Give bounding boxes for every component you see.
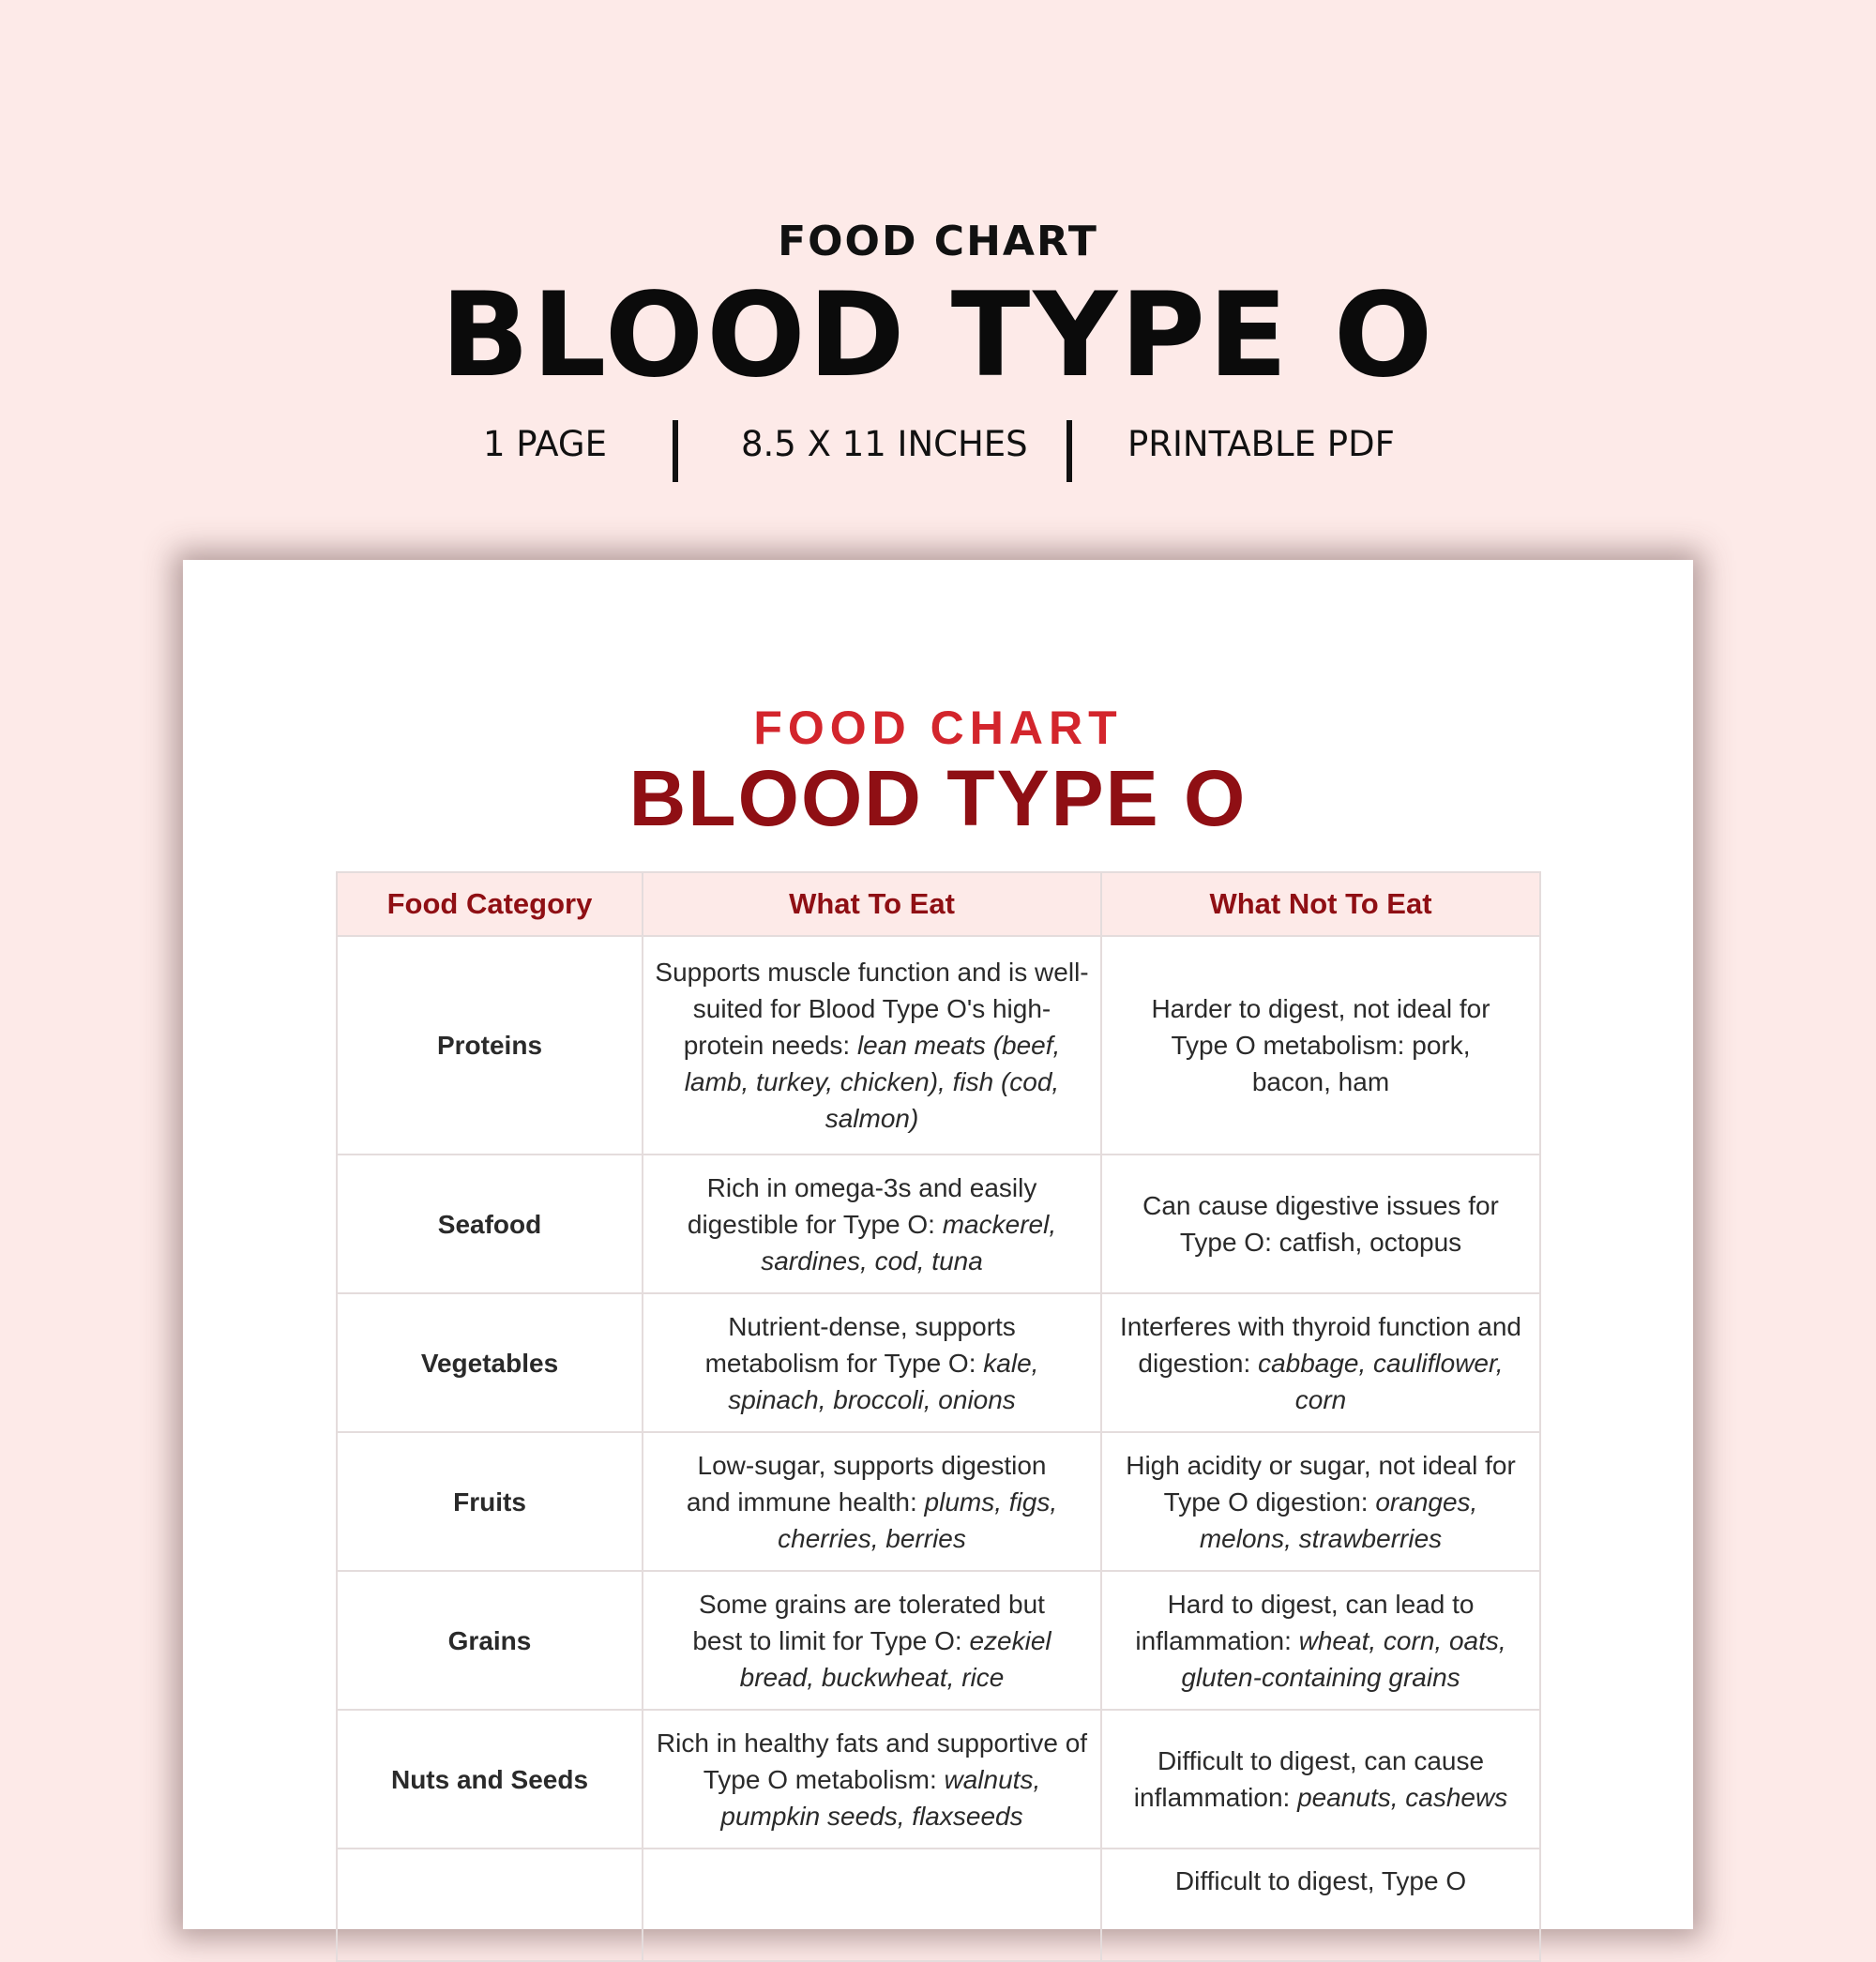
eat-text: Some grains are tolerated but best to limit for Type O: [692,1589,1045,1655]
category-cell: Proteins [337,936,643,1155]
meta-divider [1067,420,1072,482]
category-cell: Fruits [337,1432,643,1571]
table-row [337,1710,1540,1849]
meta-size: 8.5 X 11 INCHES [741,424,1028,464]
hero-banner [0,0,1876,525]
what-to-eat-cell [643,1710,1101,1849]
meta-divider [673,420,678,482]
avoid-text: Hard to digest, can lead to inflammation: [1135,1589,1475,1655]
avoid-foods: peanuts, cashews [1297,1783,1508,1812]
header-what-not-to-eat: What Not To Eat [1101,872,1540,936]
category-cell: Nuts and Seeds [337,1710,643,1849]
avoid-text: Interferes with thyroid function and digestion: [1119,1311,1521,1378]
category-cell: Seafood [337,1155,643,1293]
what-not-to-eat-cell [1101,1849,1540,1961]
hero-kicker: FOOD CHART [778,218,1098,265]
eat-foods: lean meats (beef, lamb, turkey, chicken), fish (cod, salmon) [684,1031,1061,1133]
what-to-eat-cell [643,1849,1101,1961]
table-row [337,1293,1540,1432]
avoid-foods: cabbage, cauliflower, corn [1258,1348,1504,1414]
category-cell [337,1849,643,1961]
sheet-kicker: FOOD CHART [753,702,1123,754]
avoid-text: High acidity or sugar, not ideal for Type O digestion: [1126,1450,1516,1517]
avoid-text: Difficult to digest, can cause inflammation: [1133,1746,1485,1812]
what-not-to-eat-cell [1101,1571,1540,1710]
category-cell: Grains [337,1571,643,1710]
what-to-eat-cell [643,936,1101,1155]
food-chart-table [336,871,1541,1962]
what-to-eat-cell [643,1293,1101,1432]
header-what-to-eat: What To Eat [643,872,1101,936]
document-sheet [183,560,1693,1929]
eat-text: Supports muscle function and is well-suited for Blood Type O's high-protein needs: [655,958,1089,1060]
what-to-eat-cell [643,1155,1101,1293]
avoid-foods: oranges, melons, strawberries [1199,1487,1478,1553]
what-to-eat-cell [643,1571,1101,1710]
meta-format: PRINTABLE PDF [1127,424,1395,464]
table-row [337,1432,1540,1571]
table-row [337,1155,1540,1293]
eat-foods: mackerel, sardines, cod, tuna [761,1209,1057,1275]
what-to-eat-cell [643,1432,1101,1571]
category-cell: Vegetables [337,1293,643,1432]
what-not-to-eat-cell [1101,936,1540,1155]
avoid-text: Can cause digestive issues for Type O: catfish, octopus [1142,1191,1499,1257]
table-row [337,1571,1540,1710]
eat-text: Rich in omega-3s and easily digestible for Type O: [687,1172,1037,1239]
eat-text: Rich in healthy fats and supportive of Type O metabolism: [656,1728,1088,1794]
table-row [337,936,1540,1155]
table-header-row [337,872,1540,936]
hero-meta [0,420,1876,476]
eat-text: Low-sugar, supports digestion and immune health: [686,1450,1047,1517]
eat-foods: kale, spinach, broccoli, onions [728,1348,1039,1414]
what-not-to-eat-cell [1101,1155,1540,1293]
what-not-to-eat-cell [1101,1293,1540,1432]
meta-pages: 1 PAGE [483,424,607,464]
hero-title: BLOOD TYPE O [440,268,1436,403]
header-food-category: Food Category [337,872,643,936]
eat-text: Nutrient-dense, supports metabolism for Type O: [704,1311,1016,1378]
eat-foods: plums, figs, cherries, berries [778,1487,1058,1553]
eat-foods: walnuts, pumpkin seeds, flaxseeds [720,1764,1041,1831]
avoid-text: Difficult to digest, Type O [1174,1866,1467,1895]
sheet-title: BLOOD TYPE O [628,754,1248,842]
eat-foods: ezekiel bread, buckwheat, rice [739,1625,1051,1692]
avoid-foods: wheat, corn, oats, gluten-containing grains [1181,1625,1506,1692]
what-not-to-eat-cell [1101,1432,1540,1571]
table-row [337,1849,1540,1961]
avoid-text: Harder to digest, not ideal for Type O metabolism: pork, bacon, ham [1151,994,1490,1096]
what-not-to-eat-cell [1101,1710,1540,1849]
